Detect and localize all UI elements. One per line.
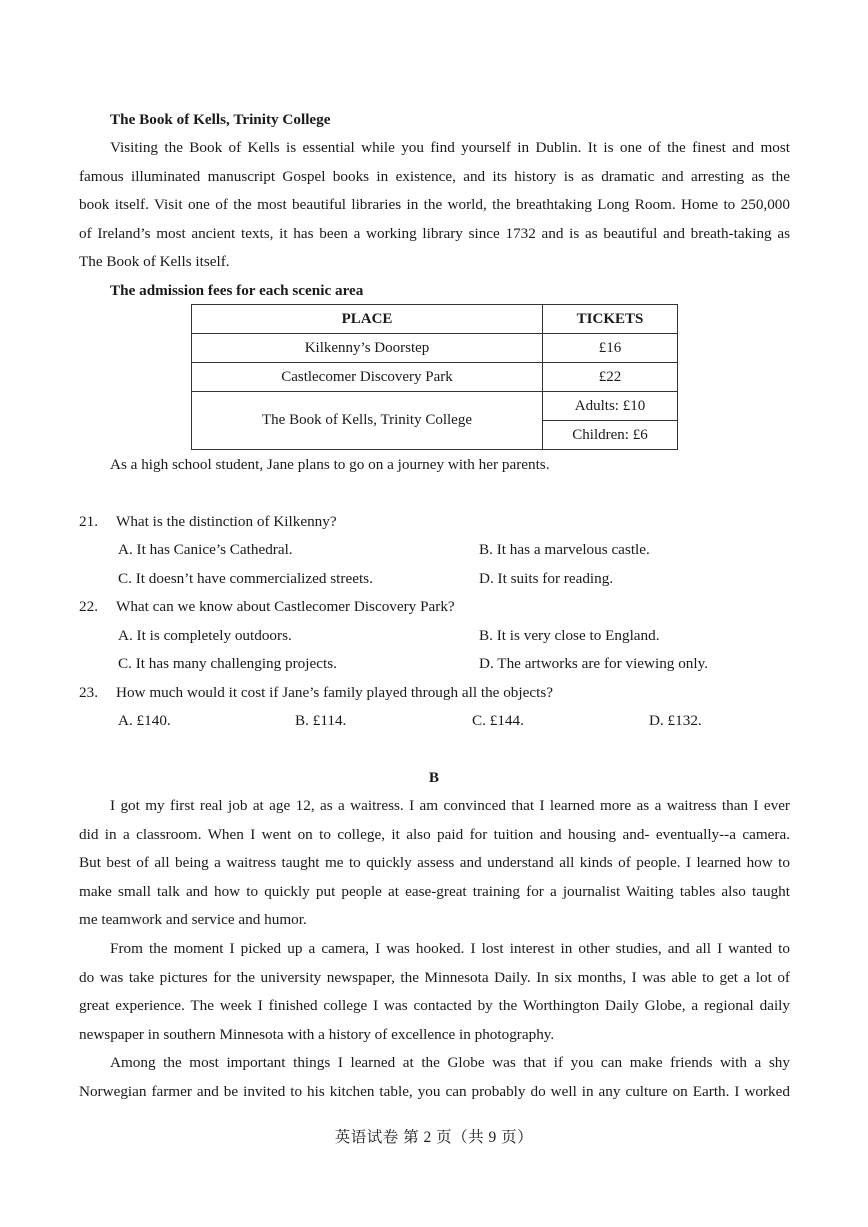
table-row xyxy=(192,363,678,392)
column-header-tickets: TICKETS xyxy=(543,305,678,334)
paragraph-line: me teamwork and service and humor. xyxy=(79,911,307,929)
table-title: The admission fees for each scenic area xyxy=(110,282,364,299)
option-c: C. It has many challenging projects. xyxy=(118,655,337,672)
passage-paragraph xyxy=(79,935,790,1049)
intro-paragraph xyxy=(79,134,790,277)
admission-fees-table xyxy=(191,304,678,450)
table-row xyxy=(192,334,678,363)
place-cell: The Book of Kells, Trinity College xyxy=(192,392,543,450)
ticket-cell: £16 xyxy=(543,334,678,363)
question-text: How much would it cost if Jane’s family played through all the objects? xyxy=(116,684,553,701)
page-footer: 英语试卷 第 2 页（共 9 页） xyxy=(334,1129,534,1146)
table-header-row xyxy=(192,305,678,334)
paragraph-line: But best of all being a waitress taught me to quickly assess and understand all kinds of people. I learned how to xyxy=(79,854,790,872)
column-header-place: PLACE xyxy=(192,305,543,334)
question-text: What is the distinction of Kilkenny? xyxy=(116,513,337,530)
ticket-cell-adults: Adults: £10 xyxy=(543,392,678,421)
option-d: D. The artworks are for viewing only. xyxy=(479,655,709,672)
paragraph-line: great experience. The week I finished college I was contacted by the Worthington Daily Globe, a regional daily xyxy=(79,997,790,1015)
paragraph-line: did in a classroom. When I went on to college, it also paid for tuition and housing and- eventually--a camera. xyxy=(79,825,790,843)
option-b: B. It is very close to England. xyxy=(479,627,660,644)
paragraph-line: book itself. Visit one of the most beautiful libraries in the world, the breathtaking Long Room. Home to 250,000 xyxy=(79,196,790,214)
option-b: B. £114. xyxy=(295,712,347,729)
question-number: 23. xyxy=(79,684,98,701)
ticket-cell: £22 xyxy=(543,363,678,392)
passage-paragraph xyxy=(79,1049,790,1106)
paragraph-line: Visiting the Book of Kells is essential while you find yourself in Dublin. It is one of the finest and most xyxy=(110,139,790,156)
section-b-label: B xyxy=(428,769,440,786)
place-cell: Castlecomer Discovery Park xyxy=(192,363,543,392)
section-title: The Book of Kells, Trinity College xyxy=(110,111,331,128)
option-b: B. It has a marvelous castle. xyxy=(479,541,650,558)
paragraph-line: I got my first real job at age 12, as a waitress. I am convinced that I learned more as a waitress than I ever xyxy=(110,797,790,814)
paragraph-line: From the moment I picked up a camera, I was hooked. I lost interest in other studies, and all I wanted to xyxy=(110,940,790,957)
passage-paragraph xyxy=(79,792,790,935)
paragraph-line: make small talk and how to quickly put people at ease-great training for a journalist Waiting tables also taught xyxy=(79,882,790,900)
table-row xyxy=(192,392,678,421)
option-c: C. It doesn’t have commercialized streets. xyxy=(118,570,373,587)
place-cell: Kilkenny’s Doorstep xyxy=(192,334,543,363)
question-number: 21. xyxy=(79,513,98,530)
question-number: 22. xyxy=(79,598,98,615)
paragraph-line: Among the most important things I learned at the Globe was that if you can make friends with a shy xyxy=(110,1054,790,1071)
option-a: A. It has Canice’s Cathedral. xyxy=(118,541,293,558)
option-a: A. £140. xyxy=(118,712,171,729)
question-text: What can we know about Castlecomer Discovery Park? xyxy=(116,598,455,615)
paragraph-line: The Book of Kells itself. xyxy=(79,253,230,271)
closing-sentence: As a high school student, Jane plans to go on a journey with her parents. xyxy=(110,456,550,473)
option-d: D. It suits for reading. xyxy=(479,570,614,587)
option-c: C. £144. xyxy=(472,712,524,729)
paragraph-line: famous illuminated manuscript Gospel books in existence, and its history is as dramatic and arresting as the xyxy=(79,167,790,185)
option-a: A. It is completely outdoors. xyxy=(118,627,292,644)
paragraph-line: newspaper in southern Minnesota with a history of excellence in photography. xyxy=(79,1025,555,1043)
paragraph-line: Norwegian farmer and be invited to his kitchen table, you can probably do well in any culture on Earth. I worked xyxy=(79,1082,790,1100)
option-d: D. £132. xyxy=(649,712,702,729)
paragraph-line: of Ireland’s most ancient texts, it has been a working library since 1732 and is as beautiful and breath-taking as xyxy=(79,224,790,242)
ticket-cell-children: Children: £6 xyxy=(543,421,678,450)
paragraph-line: do was take pictures for the university newspaper, the Minnesota Daily. In six months, I was able to get a lot of xyxy=(79,968,790,986)
